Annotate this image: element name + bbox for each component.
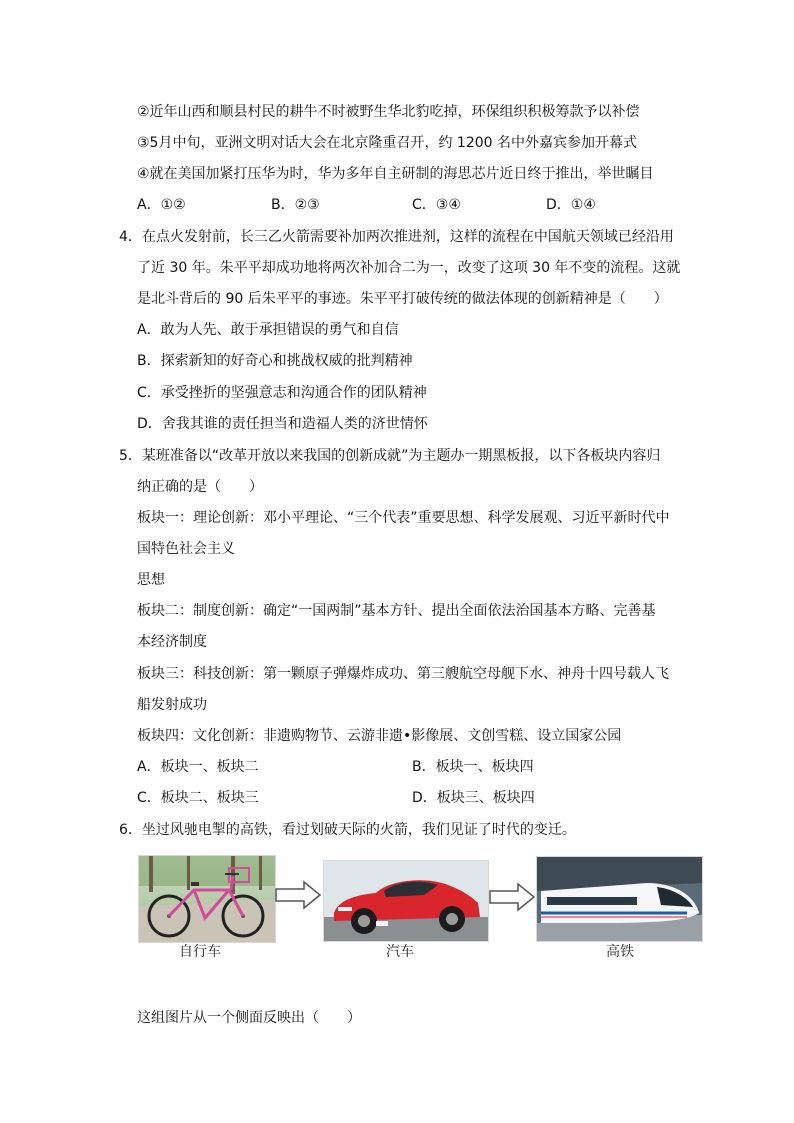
car-image	[323, 860, 489, 942]
q5-stem-line-2: 纳正确的是（ ）	[137, 479, 263, 495]
q4-stem-line-3: 是北斗背后的 90 后朱平平的事迹。朱平平打破传统的做法体现的创新精神是（ ）	[137, 291, 668, 307]
q5-body-line-6: 板块三：科技创新：第一颗原子弹爆炸成功、第三艘航空母舰下水、神舟十四号载人飞	[137, 666, 669, 682]
q5-body-line-5: 本经济制度	[137, 634, 207, 650]
q5-option-b: B．板块一、板块四	[412, 759, 534, 775]
q4-option-b: B．探索新知的好奇心和挑战权威的批判精神	[137, 353, 413, 369]
q5-body-line-4: 板块二：制度创新：确定“一国两制”基本方针、提出全面依法治国基本方略、完善基	[137, 603, 656, 619]
q5-body-line-8: 板块四：文化创新：非遗购物节、云游非遗•影像展、文创雪糕、设立国家公园	[137, 728, 622, 744]
bicycle-illustration	[139, 856, 275, 942]
q4-stem-line-2: 了近 30 年。朱平平却成功地将两次补加合二为一，改变了这项 30 年不变的流程。这就	[137, 260, 681, 276]
q5-body-line-3: 思想	[137, 572, 165, 588]
q3-item-2: ②近年山西和顺县村民的耕牛不时被野生华北豹吃掉，环保组织积极筹款予以补偿	[137, 104, 640, 120]
q3-option-a: A．①②	[137, 197, 186, 213]
caption-car: 汽车	[386, 944, 414, 960]
q4-option-a: A．敢为人先、敢于承担错误的勇气和自信	[137, 322, 399, 338]
q3-option-c: C．③④	[412, 197, 461, 213]
q4-stem-line-1: 4．在点火发射前，长三乙火箭需要补加两次推进剂，这样的流程在中国航天领域已经沿用	[119, 229, 674, 245]
right-arrow-icon	[488, 882, 536, 912]
q5-option-d: D．板块三、板块四	[412, 790, 535, 806]
q4-option-d: D．舍我其谁的责任担当和造福人类的济世情怀	[137, 416, 428, 432]
caption-bicycle: 自行车	[179, 944, 221, 960]
q3-item-3: ③5月中旬，亚洲文明对话大会在北京隆重召开，约 1200 名中外嘉宾参加开幕式	[137, 135, 637, 151]
q3-option-d: D．①④	[546, 197, 596, 213]
high-speed-train-image	[536, 856, 703, 942]
bicycle-image	[138, 855, 276, 943]
q3-item-4: ④就在美国加紧打压华为时，华为多年自主研制的海思芯片近日终于推出，举世瞩目	[137, 166, 654, 182]
q3-option-b: B．②③	[271, 197, 320, 213]
q5-stem-line-1: 5．某班准备以“改革开放以来我国的创新成就”为主题办一期黑板报，以下各板块内容归	[119, 448, 661, 464]
q5-option-c: C．板块二、板块三	[137, 790, 259, 806]
q5-body-line-7: 船发射成功	[137, 697, 207, 713]
train-illustration	[537, 857, 702, 941]
q4-option-c: C．承受挫折的坚强意志和沟通合作的团队精神	[137, 385, 427, 401]
right-arrow-icon	[274, 880, 322, 910]
q6-stem: 6．坐过风驰电掣的高铁，看过划破天际的火箭，我们见证了时代的变迁。	[119, 822, 576, 838]
q6-question: 这组图片从一个侧面反映出（ ）	[137, 1010, 361, 1026]
car-illustration	[324, 861, 488, 941]
q5-option-a: A．板块一、板块二	[137, 759, 259, 775]
q5-body-line-1: 板块一：理论创新：邓小平理论、“三个代表”重要思想、科学发展观、习近平新时代中	[137, 510, 670, 526]
caption-high-speed-train: 高铁	[606, 944, 634, 960]
q5-body-line-2: 国特色社会主义	[137, 541, 235, 557]
